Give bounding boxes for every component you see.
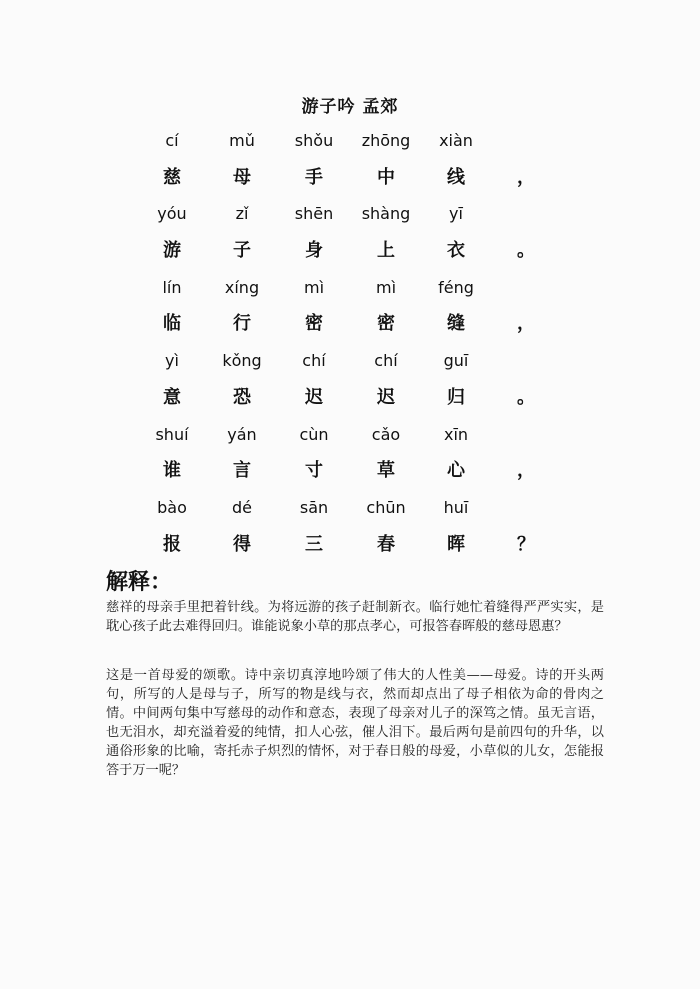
pinyin-syllable: cùn (299, 424, 329, 444)
hanzi-character: 衣 (447, 240, 465, 262)
hanzi-character: 密 (305, 313, 323, 335)
pinyin-syllable: shǒu (294, 131, 334, 150)
punctuation: ， (517, 166, 535, 188)
hanzi-character: 恐 (233, 386, 251, 408)
hanzi-character: 缝 (447, 313, 465, 335)
hanzi-character: 寸 (305, 460, 323, 482)
hanzi-character: 迟 (377, 386, 395, 408)
pinyin-syllable: shuí (155, 424, 189, 444)
pinyin-syllable: lín (162, 277, 182, 297)
pinyin-row (136, 346, 556, 383)
hanzi-character: 三 (305, 533, 323, 555)
hanzi-character: 迟 (305, 386, 323, 408)
pinyin-syllable: mǔ (229, 131, 255, 150)
pinyin-syllable: shēn (294, 204, 334, 224)
hanzi-row (136, 530, 556, 567)
pinyin-row (136, 199, 556, 236)
pinyin-syllable: zhōng (361, 131, 411, 150)
hanzi-character: 晖 (447, 533, 465, 555)
hanzi-character: 意 (163, 386, 181, 408)
hanzi-character: 言 (233, 460, 251, 482)
hanzi-character: 行 (233, 313, 251, 335)
commentary-paragraph: 这是一首母爱的颂歌。诗中亲切真淳地吟颂了伟大的人性美——母爱。诗的开头两句，所写的人是母与子，所写的物是线与衣，然而却点出了母子相依为命的骨肉之情。中间两句集中写慈母的动作和意态，表现了母亲对儿子的深笃之情。虽无言语，也无泪水，却充溢着爱的纯情，扣人心弦，催人泪下。最后两句是前四句的升华，以通俗形象的比喻，寄托赤子炽烈的情怀，对于春日般的母爱，小草似的儿女，怎能报答于万一呢？ (106, 668, 604, 778)
explanation-heading: 解释： (106, 570, 173, 595)
hanzi-character: 手 (305, 166, 323, 188)
explanation-paragraph: 慈祥的母亲手里把着针线。为将远游的孩子赶制新衣。临行她忙着缝得严严实实，是耽心孩子此去难得回归。谁能说象小草的那点孝心，可报答春晖般的慈母恩惠？ (106, 600, 604, 634)
hanzi-character: 母 (233, 166, 251, 188)
hanzi-character: 身 (305, 240, 323, 262)
pinyin-syllable: huī (443, 497, 469, 517)
pinyin-syllable: sān (299, 497, 329, 517)
hanzi-character: 草 (377, 460, 395, 482)
pinyin-row (136, 420, 556, 457)
pinyin-syllable: guī (443, 351, 469, 371)
punctuation: ， (517, 313, 535, 335)
pinyin-syllable: cí (165, 131, 179, 150)
hanzi-character: 得 (233, 533, 251, 555)
hanzi-row (136, 163, 556, 200)
punctuation: ， (517, 460, 535, 482)
hanzi-character: 报 (163, 533, 181, 555)
hanzi-character: 中 (377, 166, 395, 188)
pinyin-syllable: chí (374, 351, 398, 371)
hanzi-character: 密 (377, 313, 395, 335)
hanzi-character: 春 (377, 533, 395, 555)
pinyin-syllable: dé (232, 497, 252, 517)
pinyin-syllable: zǐ (235, 204, 249, 224)
punctuation: 。 (517, 386, 535, 408)
hanzi-character: 游 (163, 240, 181, 262)
hanzi-character: 子 (233, 240, 251, 262)
poem-title: 游子吟 孟郊 (301, 97, 399, 117)
hanzi-character: 上 (377, 240, 395, 262)
pinyin-syllable: chūn (366, 497, 406, 517)
hanzi-row (136, 236, 556, 273)
pinyin-syllable: mì (375, 277, 397, 297)
pinyin-syllable: xíng (224, 277, 260, 297)
pinyin-syllable: xiàn (439, 131, 473, 150)
hanzi-row (136, 456, 556, 493)
punctuation: ？ (517, 533, 535, 555)
pinyin-syllable: féng (438, 277, 474, 297)
hanzi-character: 谁 (163, 460, 181, 482)
pinyin-syllable: kǒng (222, 351, 262, 371)
hanzi-character: 归 (447, 386, 465, 408)
pinyin-row (136, 273, 556, 310)
pinyin-syllable: yì (165, 351, 179, 371)
pinyin-syllable: yī (449, 204, 463, 224)
hanzi-character: 线 (447, 166, 465, 188)
pinyin-syllable: yóu (157, 204, 187, 224)
pinyin-syllable: bào (157, 497, 187, 517)
hanzi-row (136, 383, 556, 420)
pinyin-syllable: yán (227, 424, 257, 444)
pinyin-syllable: chí (302, 351, 326, 371)
hanzi-character: 慈 (163, 166, 181, 188)
pinyin-row (136, 126, 556, 163)
hanzi-character: 临 (163, 313, 181, 335)
hanzi-row (136, 309, 556, 346)
pinyin-row (136, 493, 556, 530)
punctuation: 。 (517, 240, 535, 262)
pinyin-syllable: xīn (443, 424, 469, 444)
hanzi-character: 心 (447, 460, 465, 482)
poem-grid (136, 126, 556, 566)
pinyin-syllable: shàng (361, 204, 411, 224)
pinyin-syllable: cǎo (371, 424, 401, 444)
pinyin-syllable: mì (303, 277, 325, 297)
